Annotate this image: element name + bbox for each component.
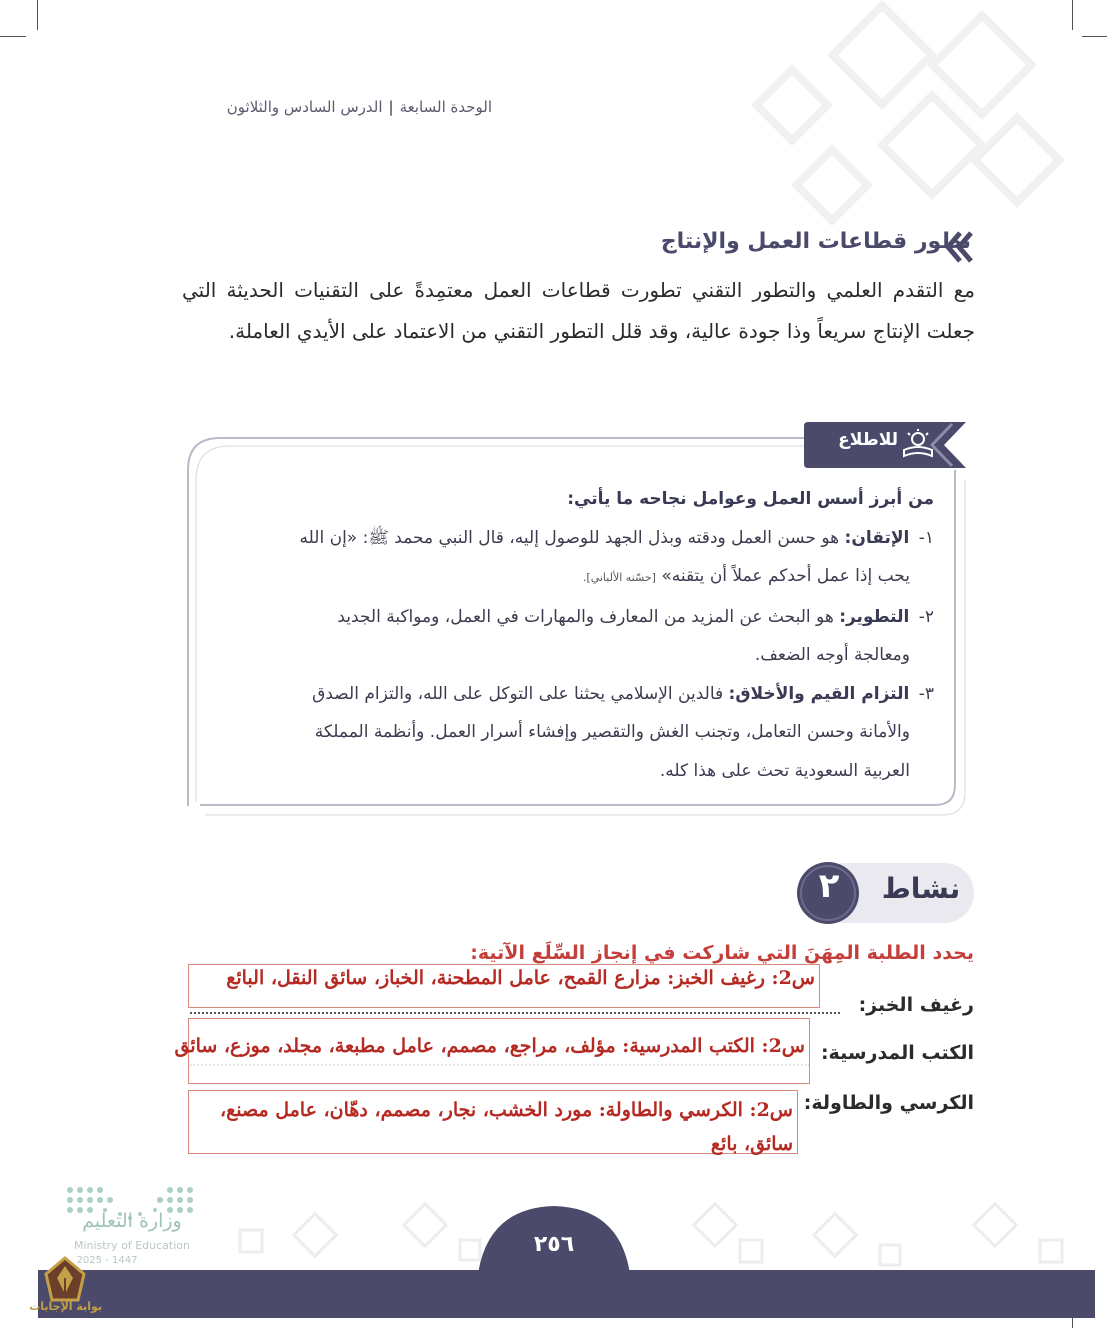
item-continuation: والأمانة وحسن التعامل، وتجنب الغش والتقصير وإفشاء أسرار العمل. وأنظمة المملكة	[314, 722, 910, 742]
ministry-name-ar: وزارة التعليم	[82, 1210, 182, 1232]
item-text: فالدين الإسلامي يحثنا على التوكل على الله، والتزام الصدق	[312, 683, 724, 704]
question-books-label: الكتب المدرسية:	[820, 1042, 974, 1064]
header-lesson: الدرس السادس والثلاثون	[226, 98, 383, 116]
pen-nib-emblem-icon	[40, 1256, 90, 1302]
ministry-year: 2025 - 1447	[76, 1255, 138, 1266]
answer-box-books[interactable]: س2: الكتب المدرسية: مؤلف، مراجع، مصمم، عامل مطبعة، مجلد، موزع، سائق	[188, 1018, 810, 1084]
item-number: ٢-	[918, 606, 934, 627]
question-furniture-label: الكرسي والطاولة:	[803, 1092, 974, 1114]
section-body: مع التقدم العلمي والتطور التقني تطورت قطاعات العمل معتمِدةً على التقنيات الحديثة التي جعلت الإنتاج سريعاً وذا جودة عالية، وقد قلل التطور التقني من الاعتماد على الأيدي العاملة.	[182, 278, 975, 343]
crop-mark	[1082, 36, 1107, 37]
ministry-name-en: Ministry of Education	[73, 1239, 190, 1252]
activity-label: نشاط	[881, 872, 961, 905]
activity-instruction: يحدد الطلبة المِهَنَ التي شاركت في إنجاز السِّلَع الآتية:	[470, 942, 974, 964]
info-intro: من أبرز أسس العمل وعوامل نجاحه ما يأتي:	[567, 489, 934, 509]
lightbulb-book-icon	[900, 428, 936, 458]
header-unit: الوحدة السابعة	[399, 98, 492, 116]
item-continuation	[222, 557, 934, 598]
activity-number: ٢	[818, 866, 840, 906]
info-box-content	[222, 480, 934, 790]
item-text: هو حسن العمل ودقته وبذل الجهد للوصول إليه، قال النبي محمد ﷺ: «إن الله	[299, 527, 840, 548]
item-text: هو البحث عن المزيد من المعارف والمهارات في العمل، ومواكبة الجديد	[337, 606, 834, 627]
crop-mark	[0, 36, 26, 37]
crop-mark	[1072, 0, 1073, 30]
item-term: التطوير:	[839, 606, 910, 627]
item-term: التزام القيم والأخلاق:	[728, 683, 910, 704]
info-item	[222, 598, 934, 637]
running-header	[180, 98, 492, 116]
item-continuation: ومعالجة أوجه الضعف.	[754, 645, 910, 665]
item-continuation: العربية السعودية تحث على هذا كله.	[659, 760, 910, 781]
answer-line	[190, 1012, 840, 1014]
item-term: الإتقان:	[844, 527, 910, 548]
footer-band	[38, 1270, 1095, 1318]
info-tab-label: للاطلاع	[838, 430, 898, 450]
crop-mark	[37, 0, 38, 30]
section-title: تطور قطاعات العمل والإنتاج	[660, 229, 971, 254]
item-number: ١-	[918, 527, 934, 548]
info-item	[222, 675, 934, 714]
header-separator: |	[388, 98, 394, 116]
item-continuation-text: يحب إذا عمل أحدكم عملاً أن يتقنه»	[661, 566, 910, 586]
decorative-pattern-bottom	[180, 1190, 1107, 1270]
answer-box-bread[interactable]: س2: رغيف الخبز: مزارع القمح، عامل المطحنة، الخباز، سائق النقل، البائع	[188, 964, 820, 1008]
answer-box-furniture[interactable]: س2: الكرسي والطاولة: مورد الخشب، نجار، مصمم، دهّان، عامل مصنع، سائق، بائع	[188, 1090, 798, 1154]
hadith-citation: [حسّنه الألباني].	[582, 571, 656, 584]
item-number: ٣-	[918, 683, 934, 704]
decorative-pattern	[607, 0, 1067, 240]
question-bread-label: رغيف الخبز:	[858, 994, 974, 1016]
watermark-text: بوابة الإجابات	[29, 1300, 102, 1313]
page-number: ٢٥٦	[533, 1232, 575, 1257]
info-item	[222, 519, 934, 558]
